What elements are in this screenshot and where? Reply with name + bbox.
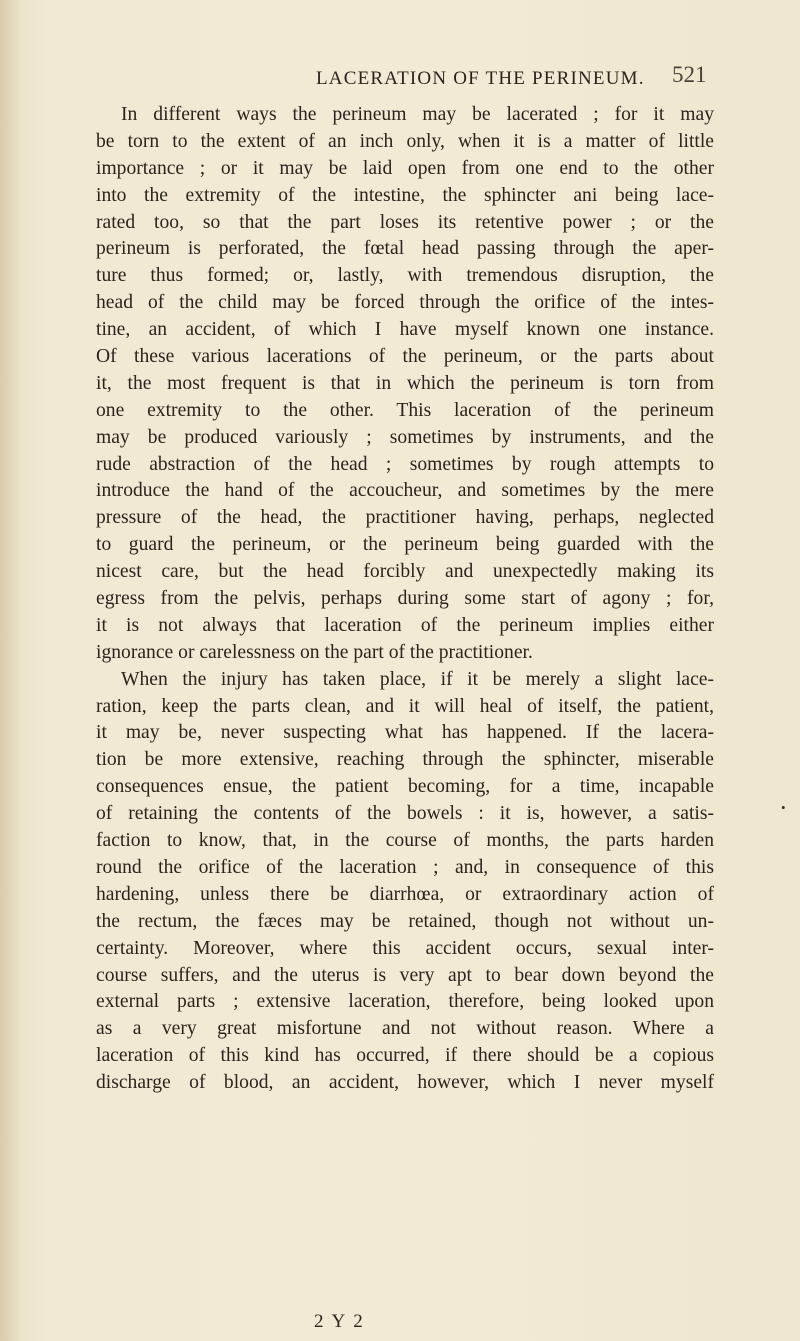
text-line: egress from the pelvis, perhaps during some start of agony ; for, (96, 588, 714, 610)
text-line: nicest care, but the head forcibly and unexpectedly making its (96, 561, 714, 583)
text-line: it, the most frequent is that in which the perineum is torn from (96, 372, 714, 394)
text-line: introduce the hand of the accoucheur, and sometimes by the mere (96, 480, 714, 502)
text-line: tion be more extensive, reaching through the sphincter, miserable (96, 749, 714, 771)
text-line: course suffers, and the uterus is very apt to bear down beyond the (96, 964, 714, 986)
text-line: pressure of the head, the practitioner having, perhaps, neglected (96, 507, 714, 529)
text-line: the rectum, the fæces may be retained, though not without un- (96, 910, 714, 932)
text-line: ture thus formed; or, lastly, with tremendous disruption, the (96, 265, 714, 287)
text-line: faction to know, that, in the course of months, the parts harden (96, 830, 714, 852)
text-line: consequences ensue, the patient becoming, for a time, incapable (96, 776, 714, 798)
page-number: 521 (672, 62, 707, 87)
text-line: to guard the perineum, or the perineum being guarded with the (96, 534, 714, 556)
text-line: into the extremity of the intestine, the sphincter ani being lace- (96, 184, 714, 206)
signature-mark: 2 Y 2 (314, 1311, 365, 1332)
margin-mark: • (781, 800, 786, 815)
text-line: it may be, never suspecting what has happened. If the lacera- (96, 722, 714, 744)
body-text (96, 102, 714, 1097)
text-line: Of these various lacerations of the perineum, or the parts about (96, 346, 714, 368)
text-line: importance ; or it may be laid open from one end to the other (96, 157, 714, 179)
text-line: tine, an accident, of which I have myself known one instance. (96, 319, 714, 341)
text-line: When the injury has taken place, if it be merely a slight lace- (121, 668, 714, 690)
text-line: it is not always that laceration of the perineum implies either (96, 614, 714, 636)
text-line: may be produced variously ; sometimes by instruments, and the (96, 426, 714, 448)
text-line: head of the child may be forced through the orifice of the intes- (96, 292, 714, 314)
text-line: In different ways the perineum may be lacerated ; for it may (121, 104, 714, 125)
text-line: hardening, unless there be diarrhœa, or extraordinary action of (96, 883, 714, 905)
text-line: external parts ; extensive laceration, therefore, being looked upon (96, 991, 714, 1013)
page-header (0, 62, 800, 102)
text-line: laceration of this kind has occurred, if there should be a copious (96, 1045, 714, 1067)
text-line: as a very great misfortune and not without reason. Where a (96, 1018, 714, 1040)
text-line: one extremity to the other. This laceration of the perineum (96, 399, 714, 421)
text-line: of retaining the contents of the bowels : it is, however, a satis- (96, 803, 714, 825)
text-line: certainty. Moreover, where this accident occurs, sexual inter- (96, 937, 714, 959)
text-line: ignorance or carelessness on the part of the practitioner. (96, 641, 533, 663)
text-line: rated too, so that the part loses its retentive power ; or the (96, 211, 714, 233)
running-title: LACERATION OF THE PERINEUM. (316, 68, 645, 89)
text-line: rude abstraction of the head ; sometimes by rough attempts to (96, 453, 714, 475)
text-line: perineum is perforated, the fœtal head passing through the aper- (96, 238, 714, 260)
gutter-shadow (0, 0, 22, 1341)
text-line: discharge of blood, an accident, however, which I never myself (96, 1072, 714, 1094)
text-line: round the orifice of the laceration ; and, in consequence of this (96, 856, 714, 878)
text-line: be torn to the extent of an inch only, when it is a matter of little (96, 130, 714, 152)
text-line: ration, keep the parts clean, and it will heal of itself, the patient, (96, 695, 714, 717)
